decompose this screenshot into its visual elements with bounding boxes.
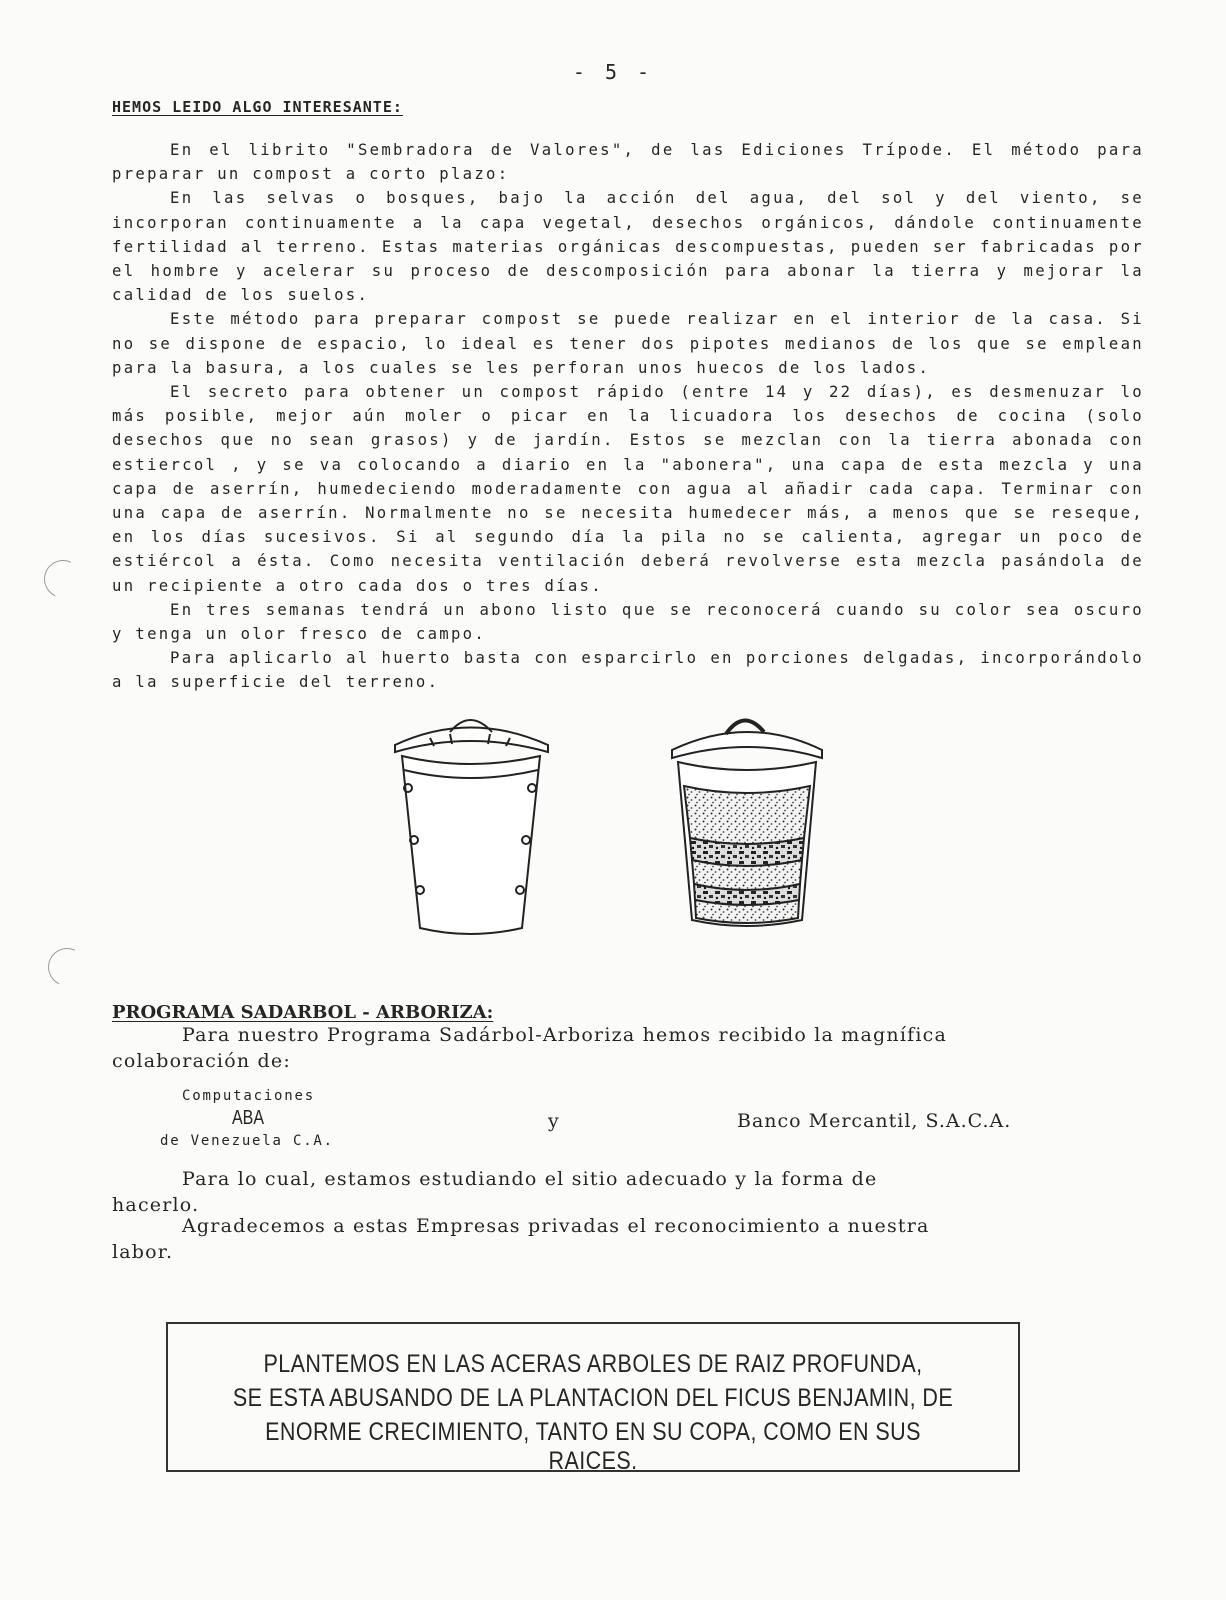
program-paragraph (112, 1166, 1146, 1218)
slogan-line: SE ESTA ABUSANDO DE LA PLANTACION DEL FICUS BENJAMIN, DE (232, 1384, 954, 1412)
empty-bin-icon (395, 720, 548, 934)
program-paragraph-line: Agradecemos a estas Empresas privadas el reconocimiento a nuestra (182, 1215, 930, 1237)
article-paragraph: El secreto para obtener un compost rápido (entre 14 y 22 días), es desmenuzar lo más posible, mejor aún moler o picar en la licuadora los desechos de cocina (solo desechos que no sean grasos) y de jardín. Estos se mezclan con la tierra abonada con estiercol , y se va colocando a diario en la "abonera", una capa de esta mezcla y una capa de aserrín, humedeciendo moderadamente con agua al añadir cada capa. Terminar con una capa de aserrín. Normalmente no se necesita humedecer más, a menos que se reseque, en los días sucesivos. Si al segundo día la pila no se calienta, agregar un poco de estiércol a ésta. Como necesita ventilación deberá revolverse esta mezcla pasándola de un recipiente a otro cada dos o tres días. (112, 383, 1144, 595)
slogan-line: PLANTEMOS EN LAS ACERAS ARBOLES DE RAIZ PROFUNDA, (263, 1350, 923, 1378)
sponsor-aba-logo: ABA (232, 1107, 265, 1129)
article-body (112, 138, 1144, 695)
program-paragraph-line: hacerlo. (112, 1194, 200, 1216)
article-paragraph: En las selvas o bosques, bajo la acción del agua, del sol y del viento, se incorporan continuamente a la capa vegetal, desechos orgánicos, dándole continuamente fertilidad al terreno. Estas materias orgánicas descompuestas, pueden ser fabricadas por el hombre y acelerar su proceso de descomposición para abonar la tierra y mejorar la calidad de los suelos. (112, 189, 1144, 305)
program-intro-line: colaboración de: (112, 1050, 291, 1072)
program-paragraph (112, 1213, 1146, 1265)
article-paragraph: En tres semanas tendrá un abono listo que se reconocerá cuando su color sea oscuro y tenga un olor fresco de campo. (112, 600, 1144, 644)
program-intro (112, 1022, 1146, 1074)
article-paragraph: En el librito "Sembradora de Valores", de las Ediciones Trípode. El método para preparar un compost a corto plazo: (112, 141, 1144, 184)
compost-bins-illustration (390, 700, 850, 960)
sponsor-aba-line: Computaciones (182, 1088, 315, 1104)
program-intro-line: Para nuestro Programa Sadárbol-Arboriza hemos recibido la magnífica (182, 1024, 947, 1046)
binder-hole-mark (43, 943, 92, 992)
program-title: PROGRAMA SADARBOL - ARBORIZA: (112, 1002, 494, 1023)
article-title: HEMOS LEIDO ALGO INTERESANTE: (112, 98, 403, 116)
filled-bin-icon (672, 720, 822, 926)
article-paragraph: Este método para preparar compost se puede realizar en el interior de la casa. Si no se dispone de espacio, lo ideal es tener dos pipotes medianos de los que se emplean para la basura, a los cuales se les perforan unos huecos de los lados. (112, 310, 1144, 377)
slogan-line: ENORME CRECIMIENTO, TANTO EN SU COPA, COMO EN SUS RAICES. (265, 1418, 921, 1475)
sponsor-conjunction: y (548, 1110, 559, 1132)
binder-hole-mark (39, 555, 88, 604)
sponsor-aba-line: de Venezuela C.A. (160, 1133, 334, 1149)
slogan-box (166, 1322, 1020, 1475)
page-number: - 5 - (572, 60, 654, 84)
program-paragraph-line: labor. (112, 1241, 174, 1263)
sponsor-mercantil: Banco Mercantil, S.A.C.A. (737, 1110, 1012, 1132)
program-paragraph-line: Para lo cual, estamos estudiando el sitio adecuado y la forma de (182, 1168, 878, 1190)
article-paragraph: Para aplicarlo al huerto basta con esparcirlo en porciones delgadas, incorporándolo a la superficie del terreno. (112, 649, 1144, 692)
